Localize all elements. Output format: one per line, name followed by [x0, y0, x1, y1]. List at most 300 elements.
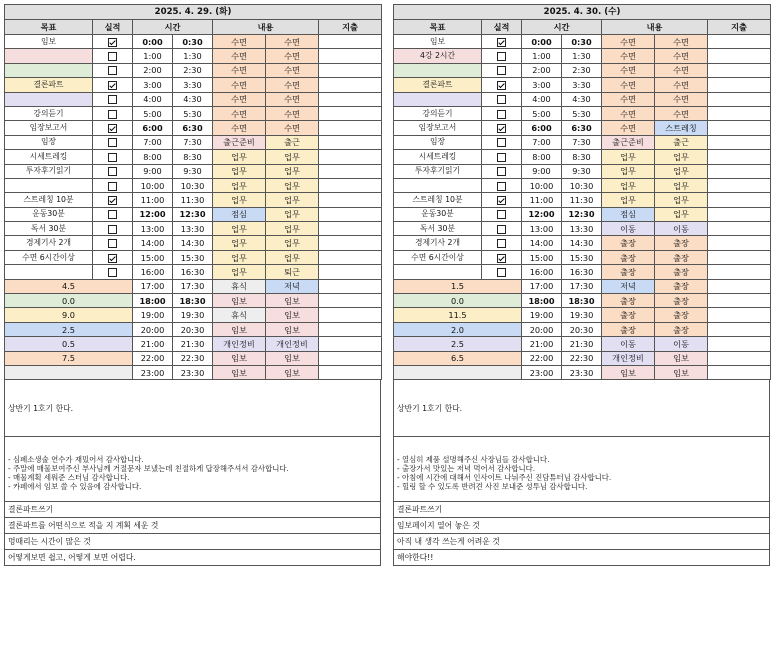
unchecked-checkbox[interactable]: [497, 66, 506, 75]
start-time: 8:00: [522, 150, 562, 164]
activity-cell[interactable]: 업무: [266, 250, 319, 264]
spend-cell[interactable]: [708, 193, 771, 207]
spend-cell[interactable]: [708, 63, 771, 77]
activity-cell[interactable]: 임보: [266, 322, 319, 336]
goal-cell[interactable]: 임장: [5, 135, 93, 149]
activity-cell[interactable]: 임보: [266, 351, 319, 365]
start-time: 15:00: [522, 250, 562, 264]
reflection-line[interactable]: 멍때리는 시간이 많은 것: [5, 534, 380, 550]
activity-cell[interactable]: 스트레칭: [655, 121, 708, 135]
activity-cell[interactable]: 업무: [266, 222, 319, 236]
activity-cell[interactable]: 수면: [266, 63, 319, 77]
spend-cell[interactable]: [319, 193, 382, 207]
spend-cell[interactable]: [319, 279, 382, 293]
spend-cell[interactable]: [708, 337, 771, 351]
activity-cell[interactable]: 업무: [266, 150, 319, 164]
activity-cell[interactable]: 수면: [602, 92, 655, 106]
unchecked-checkbox[interactable]: [108, 153, 117, 162]
goal-cell[interactable]: 운동30분: [5, 207, 93, 221]
activity-cell[interactable]: 출장: [602, 322, 655, 336]
checked-checkbox[interactable]: [497, 81, 506, 90]
start-time: 4:00: [522, 92, 562, 106]
reflection-line[interactable]: 아직 내 생각 쓰는게 어려운 것: [394, 534, 769, 550]
spend-cell[interactable]: [708, 207, 771, 221]
stat-row: [394, 365, 771, 379]
planner-table: [393, 4, 771, 380]
activity-cell[interactable]: 업무: [655, 193, 708, 207]
activity-cell[interactable]: 출장: [602, 236, 655, 250]
activity-cell[interactable]: 수면: [266, 49, 319, 63]
done-cell: [93, 178, 133, 192]
activity-cell[interactable]: 임보: [602, 365, 655, 379]
goal-cell[interactable]: 임장보고서: [5, 121, 93, 135]
unchecked-checkbox[interactable]: [497, 167, 506, 176]
done-cell: [93, 121, 133, 135]
spend-cell[interactable]: [319, 135, 382, 149]
end-time: 1:30: [562, 49, 602, 63]
activity-cell[interactable]: 출장: [602, 308, 655, 322]
spend-cell[interactable]: [708, 78, 771, 92]
spend-cell[interactable]: [708, 106, 771, 120]
done-header: 실적: [93, 20, 133, 35]
done-cell: [93, 106, 133, 120]
activity-cell[interactable]: 임보: [213, 322, 266, 336]
activity-cell[interactable]: 출장: [655, 236, 708, 250]
stat-value: 2.0: [394, 322, 522, 336]
activity-cell[interactable]: 수면: [213, 106, 266, 120]
activity-cell[interactable]: 퇴근: [266, 265, 319, 279]
goal-cell[interactable]: 경제기사 2개: [394, 236, 482, 250]
activity-cell[interactable]: 임보: [655, 365, 708, 379]
start-time: 10:00: [522, 178, 562, 192]
activity-cell[interactable]: 업무: [266, 178, 319, 192]
done-cell: [482, 178, 522, 192]
done-cell: [93, 236, 133, 250]
unchecked-checkbox[interactable]: [108, 52, 117, 61]
spend-cell[interactable]: [319, 308, 382, 322]
end-time: 3:30: [173, 78, 213, 92]
goal-cell[interactable]: 임보: [5, 35, 93, 49]
done-cell: [482, 222, 522, 236]
start-time: 19:00: [522, 308, 562, 322]
activity-cell[interactable]: 업무: [266, 236, 319, 250]
goal-cell[interactable]: 임장보고서: [394, 121, 482, 135]
goal-cell[interactable]: 투자후기읽기: [394, 164, 482, 178]
spend-cell[interactable]: [319, 92, 382, 106]
activity-cell[interactable]: 업무: [602, 164, 655, 178]
end-time: 5:30: [173, 106, 213, 120]
goal-cell[interactable]: 강의듣기: [5, 106, 93, 120]
activity-cell[interactable]: 수면: [266, 121, 319, 135]
goal-cell[interactable]: 독서 30분: [394, 222, 482, 236]
spend-cell[interactable]: [708, 164, 771, 178]
spend-cell[interactable]: [319, 35, 382, 49]
activity-cell[interactable]: 출장: [655, 265, 708, 279]
spend-cell[interactable]: [319, 63, 382, 77]
activity-cell[interactable]: 임보: [213, 365, 266, 379]
done-cell: [482, 121, 522, 135]
reflection-line[interactable]: 임보페이지 열어 놓은 것: [394, 518, 769, 534]
activity-cell[interactable]: 저녁: [266, 279, 319, 293]
schedule-row: [394, 63, 771, 77]
spend-cell[interactable]: [708, 265, 771, 279]
activity-cell[interactable]: 출근준비: [602, 135, 655, 149]
activity-cell[interactable]: 업무: [266, 164, 319, 178]
schedule-row: [5, 135, 382, 149]
activity-cell[interactable]: 출장: [655, 322, 708, 336]
checked-checkbox[interactable]: [108, 81, 117, 90]
goal-cell[interactable]: [5, 49, 93, 63]
unchecked-checkbox[interactable]: [497, 210, 506, 219]
activity-cell[interactable]: 임보: [266, 365, 319, 379]
activity-cell[interactable]: 임보: [213, 294, 266, 308]
activity-cell[interactable]: 휴식: [213, 308, 266, 322]
spend-cell[interactable]: [319, 365, 382, 379]
activity-cell[interactable]: 업무: [266, 193, 319, 207]
activity-cell[interactable]: 수면: [213, 78, 266, 92]
goal-cell[interactable]: 임보: [394, 35, 482, 49]
unchecked-checkbox[interactable]: [497, 153, 506, 162]
end-time: 15:30: [173, 250, 213, 264]
activity-cell[interactable]: 출장: [655, 279, 708, 293]
spend-cell[interactable]: [708, 35, 771, 49]
reflection-line[interactable]: 결론파트쓰기: [5, 502, 380, 518]
activity-cell[interactable]: 업무: [602, 193, 655, 207]
goal-cell[interactable]: 독서 30분: [5, 222, 93, 236]
spend-cell[interactable]: [708, 351, 771, 365]
spend-cell[interactable]: [708, 294, 771, 308]
unchecked-checkbox[interactable]: [108, 95, 117, 104]
schedule-row: [394, 236, 771, 250]
end-time: 12:30: [173, 207, 213, 221]
activity-cell[interactable]: 수면: [602, 35, 655, 49]
gratitude-box[interactable]: [5, 437, 380, 502]
unchecked-checkbox[interactable]: [497, 95, 506, 104]
activity-cell[interactable]: 이동: [602, 337, 655, 351]
schedule-row: [5, 178, 382, 192]
done-cell: [93, 78, 133, 92]
reflection-line[interactable]: 어떻게보면 쉽고, 어떻게 보면 어렵다.: [8, 553, 136, 563]
activity-cell[interactable]: 점심: [213, 207, 266, 221]
stat-value: 1.5: [394, 279, 522, 293]
checked-checkbox[interactable]: [497, 254, 506, 263]
unchecked-checkbox[interactable]: [108, 268, 117, 277]
activity-cell[interactable]: 출장: [655, 250, 708, 264]
start-time: 20:00: [522, 322, 562, 336]
activity-cell[interactable]: 수면: [266, 106, 319, 120]
activity-cell[interactable]: 수면: [266, 78, 319, 92]
unchecked-checkbox[interactable]: [497, 225, 506, 234]
schedule-row: [5, 35, 382, 49]
gratitude-item: - 주말에 매물보여주신 부사님께 거절문자 보냈는데 친절하게 답장해주셔서 감사합니다.: [8, 464, 289, 474]
activity-cell[interactable]: 업무: [655, 164, 708, 178]
stat-row: [394, 279, 771, 293]
start-time: 8:00: [133, 150, 173, 164]
activity-cell[interactable]: 수면: [213, 35, 266, 49]
spend-cell[interactable]: [319, 49, 382, 63]
unchecked-checkbox[interactable]: [108, 66, 117, 75]
activity-cell[interactable]: 점심: [602, 207, 655, 221]
goal-cell[interactable]: 투자후기읽기: [5, 164, 93, 178]
spend-cell[interactable]: [708, 250, 771, 264]
goal-cell[interactable]: 운동30분: [394, 207, 482, 221]
activity-cell[interactable]: 수면: [602, 121, 655, 135]
goal-cell[interactable]: 경제기사 2개: [5, 236, 93, 250]
spend-cell[interactable]: [708, 279, 771, 293]
spend-cell[interactable]: [319, 250, 382, 264]
activity-cell[interactable]: 수면: [655, 49, 708, 63]
activity-cell[interactable]: 수면: [213, 63, 266, 77]
end-time: 23:30: [562, 365, 602, 379]
activity-cell[interactable]: 출장: [602, 265, 655, 279]
start-time: 14:00: [133, 236, 173, 250]
spend-cell[interactable]: [708, 308, 771, 322]
spend-cell[interactable]: [319, 294, 382, 308]
activity-cell[interactable]: 업무: [213, 193, 266, 207]
start-time: 15:00: [133, 250, 173, 264]
goal-cell[interactable]: 수면 6시간이상: [5, 250, 93, 264]
activity-cell[interactable]: 업무: [213, 265, 266, 279]
unchecked-checkbox[interactable]: [108, 110, 117, 119]
done-cell: [93, 150, 133, 164]
checked-checkbox[interactable]: [108, 196, 117, 205]
activity-cell[interactable]: 수면: [602, 49, 655, 63]
goal-cell[interactable]: 시세트레킹: [5, 150, 93, 164]
unchecked-checkbox[interactable]: [497, 268, 506, 277]
reflection-line[interactable]: 해야한다!!: [397, 553, 434, 563]
goal-cell[interactable]: [5, 92, 93, 106]
activity-cell[interactable]: 업무: [655, 178, 708, 192]
spend-cell[interactable]: [319, 150, 382, 164]
activity-cell[interactable]: 출장: [602, 250, 655, 264]
spend-cell[interactable]: [319, 164, 382, 178]
start-time: 5:00: [522, 106, 562, 120]
spend-cell[interactable]: [319, 207, 382, 221]
activity-cell[interactable]: 업무: [213, 164, 266, 178]
summary-box[interactable]: [394, 380, 769, 437]
checked-checkbox[interactable]: [108, 38, 117, 47]
spend-cell[interactable]: [708, 222, 771, 236]
summary-box[interactable]: [5, 380, 380, 437]
activity-cell[interactable]: 업무: [213, 150, 266, 164]
spend-cell[interactable]: [319, 106, 382, 120]
goal-cell[interactable]: 스트레칭 10분: [394, 193, 482, 207]
goal-cell[interactable]: [5, 265, 93, 279]
spend-cell[interactable]: [708, 322, 771, 336]
gratitude-box[interactable]: [394, 437, 769, 502]
activity-cell[interactable]: 수면: [655, 78, 708, 92]
activity-cell[interactable]: 업무: [602, 178, 655, 192]
goal-cell[interactable]: [394, 265, 482, 279]
activity-cell[interactable]: 개인정비: [213, 337, 266, 351]
activity-cell[interactable]: 출장: [655, 308, 708, 322]
unchecked-checkbox[interactable]: [497, 110, 506, 119]
spend-cell[interactable]: [319, 78, 382, 92]
unchecked-checkbox[interactable]: [108, 239, 117, 248]
goal-cell[interactable]: [394, 92, 482, 106]
stat-row: [5, 351, 382, 365]
schedule-row: [394, 265, 771, 279]
goal-cell[interactable]: 스트레칭 10분: [5, 193, 93, 207]
unchecked-checkbox[interactable]: [108, 167, 117, 176]
goal-cell[interactable]: 강의듣기: [394, 106, 482, 120]
end-time: 17:30: [173, 279, 213, 293]
activity-cell[interactable]: 임보: [213, 351, 266, 365]
end-time: 21:30: [562, 337, 602, 351]
start-time: 18:00: [133, 294, 173, 308]
spend-cell[interactable]: [319, 337, 382, 351]
spend-cell[interactable]: [319, 222, 382, 236]
done-cell: [93, 92, 133, 106]
spend-cell[interactable]: [708, 236, 771, 250]
activity-cell[interactable]: 업무: [266, 207, 319, 221]
unchecked-checkbox[interactable]: [497, 52, 506, 61]
activity-cell[interactable]: 수면: [213, 49, 266, 63]
activity-cell[interactable]: 휴식: [213, 279, 266, 293]
activity-cell[interactable]: 수면: [602, 78, 655, 92]
activity-cell[interactable]: 수면: [266, 92, 319, 106]
start-time: 19:00: [133, 308, 173, 322]
goal-header: 목표: [5, 20, 93, 35]
unchecked-checkbox[interactable]: [108, 225, 117, 234]
stat-value: 2.5: [394, 337, 522, 351]
activity-cell[interactable]: 업무: [602, 150, 655, 164]
activity-cell[interactable]: 업무: [655, 150, 708, 164]
activity-cell[interactable]: 출장: [655, 294, 708, 308]
activity-cell[interactable]: 이동: [602, 222, 655, 236]
activity-cell[interactable]: 출근: [655, 135, 708, 149]
activity-cell[interactable]: 수면: [213, 121, 266, 135]
spend-cell[interactable]: [319, 178, 382, 192]
activity-cell[interactable]: 업무: [655, 207, 708, 221]
goal-cell[interactable]: [394, 63, 482, 77]
activity-cell[interactable]: 수면: [655, 63, 708, 77]
unchecked-checkbox[interactable]: [497, 138, 506, 147]
done-cell: [482, 106, 522, 120]
activity-cell[interactable]: 이동: [655, 222, 708, 236]
activity-cell[interactable]: 개인정비: [266, 337, 319, 351]
spend-cell[interactable]: [708, 92, 771, 106]
checked-checkbox[interactable]: [497, 38, 506, 47]
activity-cell[interactable]: 저녁: [602, 279, 655, 293]
goal-cell[interactable]: [5, 63, 93, 77]
checked-checkbox[interactable]: [497, 196, 506, 205]
end-time: 7:30: [562, 135, 602, 149]
start-time: 2:00: [133, 63, 173, 77]
unchecked-checkbox[interactable]: [497, 182, 506, 191]
gratitude-item: - 열심히 제품 설명해주신 사장님들 감사합니다.: [397, 455, 550, 465]
spend-cell[interactable]: [708, 135, 771, 149]
end-time: 18:30: [562, 294, 602, 308]
activity-cell[interactable]: 출근준비: [213, 135, 266, 149]
spend-cell[interactable]: [319, 351, 382, 365]
activity-cell[interactable]: 수면: [602, 106, 655, 120]
goal-cell[interactable]: 결론파트: [394, 78, 482, 92]
activity-cell[interactable]: 수면: [213, 92, 266, 106]
activity-cell[interactable]: 수면: [655, 106, 708, 120]
schedule-row: [394, 150, 771, 164]
checked-checkbox[interactable]: [108, 254, 117, 263]
gratitude-item: - 매물계획 세워준 스터님 감사합니다.: [8, 473, 130, 483]
spend-cell[interactable]: [708, 121, 771, 135]
activity-cell[interactable]: 임보: [266, 308, 319, 322]
goal-header: 목표: [394, 20, 482, 35]
start-time: 9:00: [522, 164, 562, 178]
spend-cell[interactable]: [319, 322, 382, 336]
reflection-line[interactable]: 결론파트를 어떤식으로 적을 지 계획 세운 것: [5, 518, 380, 534]
schedule-row: [5, 236, 382, 250]
spend-cell[interactable]: [708, 49, 771, 63]
end-time: 10:30: [173, 178, 213, 192]
unchecked-checkbox[interactable]: [108, 182, 117, 191]
activity-cell[interactable]: 수면: [655, 92, 708, 106]
spend-cell[interactable]: [708, 150, 771, 164]
spend-header: 지출: [708, 20, 771, 35]
spend-cell[interactable]: [708, 178, 771, 192]
goal-cell[interactable]: 수면 6시간이상: [394, 250, 482, 264]
end-time: 14:30: [173, 236, 213, 250]
stat-value: 2.5: [5, 322, 133, 336]
spend-cell[interactable]: [319, 236, 382, 250]
end-time: 18:30: [173, 294, 213, 308]
activity-cell[interactable]: 개인정비: [602, 351, 655, 365]
activity-cell[interactable]: 임보: [266, 294, 319, 308]
activity-cell[interactable]: 업무: [213, 222, 266, 236]
activity-cell[interactable]: 이동: [655, 337, 708, 351]
unchecked-checkbox[interactable]: [108, 138, 117, 147]
goal-cell[interactable]: [5, 178, 93, 192]
activity-cell[interactable]: 수면: [655, 35, 708, 49]
checked-checkbox[interactable]: [108, 124, 117, 133]
activity-cell[interactable]: 출근: [266, 135, 319, 149]
goal-cell[interactable]: 임장: [394, 135, 482, 149]
start-time: 0:00: [133, 35, 173, 49]
checked-checkbox[interactable]: [497, 124, 506, 133]
stat-row: [5, 337, 382, 351]
activity-cell[interactable]: 수면: [266, 35, 319, 49]
end-time: 3:30: [562, 78, 602, 92]
schedule-row: [5, 63, 382, 77]
end-time: 15:30: [562, 250, 602, 264]
schedule-row: [394, 121, 771, 135]
schedule-row: [394, 106, 771, 120]
goal-cell[interactable]: 4강 2시간: [394, 49, 482, 63]
reflection-line[interactable]: 결론파트쓰기: [394, 502, 769, 518]
goal-cell[interactable]: [394, 178, 482, 192]
end-time: 7:30: [173, 135, 213, 149]
schedule-row: [394, 49, 771, 63]
end-time: 2:30: [562, 63, 602, 77]
daily-planner-left: [4, 4, 381, 566]
activity-cell[interactable]: 업무: [213, 178, 266, 192]
activity-cell[interactable]: 임보: [655, 351, 708, 365]
unchecked-checkbox[interactable]: [108, 210, 117, 219]
spend-cell[interactable]: [319, 121, 382, 135]
schedule-row: [394, 178, 771, 192]
end-time: 22:30: [562, 351, 602, 365]
spend-cell[interactable]: [708, 365, 771, 379]
schedule-row: [394, 222, 771, 236]
activity-cell[interactable]: 업무: [213, 250, 266, 264]
unchecked-checkbox[interactable]: [497, 239, 506, 248]
activity-cell[interactable]: 수면: [602, 63, 655, 77]
spend-cell[interactable]: [319, 265, 382, 279]
goal-cell[interactable]: 시세트레킹: [394, 150, 482, 164]
start-time: 11:00: [133, 193, 173, 207]
goal-cell[interactable]: 결론파트: [5, 78, 93, 92]
activity-cell[interactable]: 업무: [213, 236, 266, 250]
activity-cell[interactable]: 출장: [602, 294, 655, 308]
